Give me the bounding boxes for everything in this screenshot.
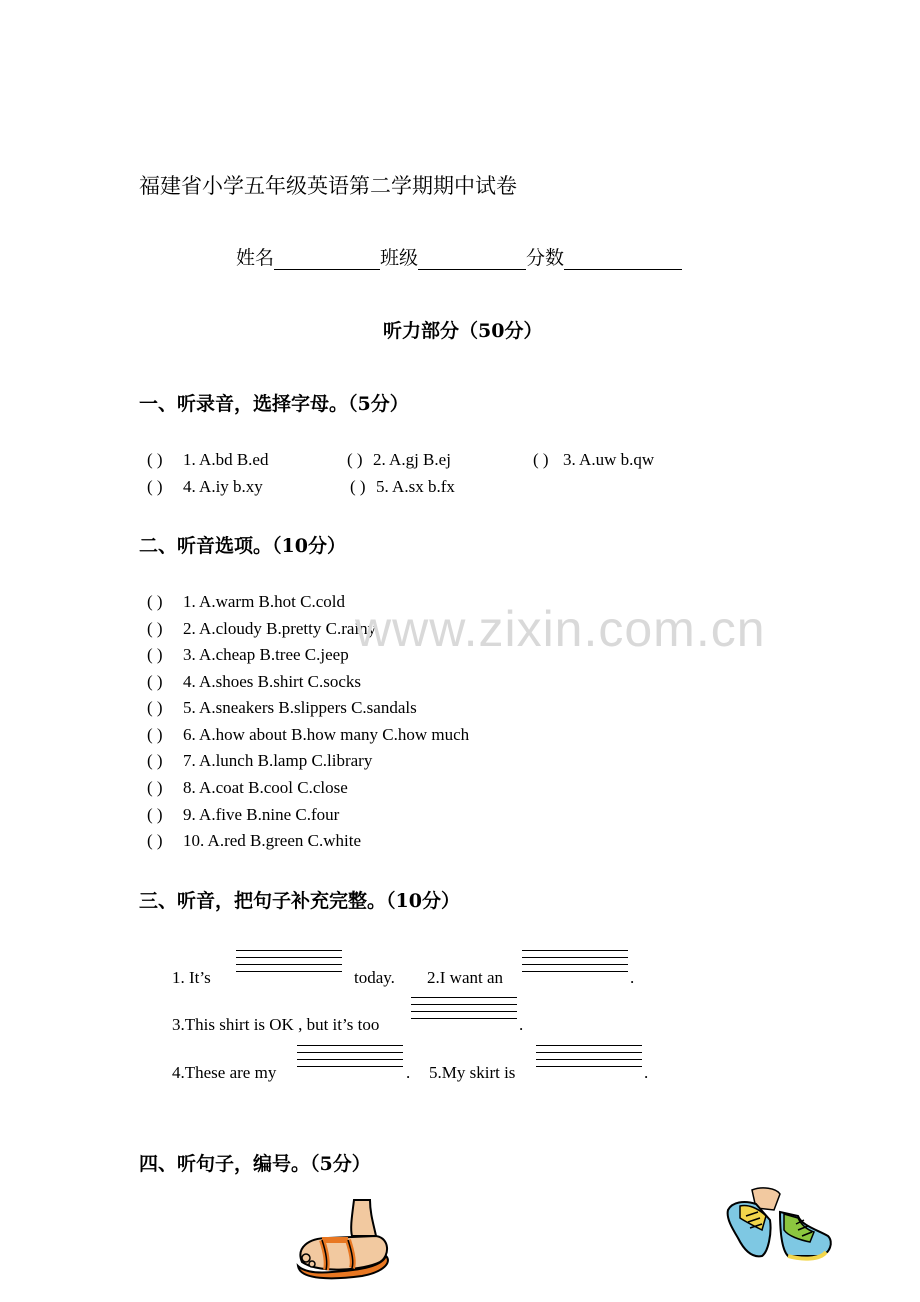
answer-paren[interactable]: ( ): [147, 450, 163, 469]
part1-item: ( ) 5. A.sx b.fx: [350, 477, 455, 496]
answer-paren[interactable]: ( ): [147, 831, 163, 850]
watermark: www.zixin.com.cn: [355, 601, 766, 657]
answer-paren[interactable]: ( ): [350, 477, 366, 496]
answer-paren[interactable]: ( ): [147, 477, 163, 496]
score-label: 分数: [526, 247, 565, 269]
part2-item: ( ) 9. A.five B.nine C.four: [147, 805, 340, 824]
sentence-3-end: .: [519, 1015, 524, 1034]
part2-item: ( ) 6. A.how about B.how many C.how much: [147, 725, 470, 744]
answer-paren[interactable]: ( ): [147, 725, 163, 744]
sentence-4-end: .: [406, 1063, 411, 1082]
answer-paren[interactable]: ( ): [533, 450, 549, 469]
name-label: 姓名: [236, 247, 275, 269]
student-info-line: [236, 243, 682, 270]
answer-paren[interactable]: ( ): [147, 592, 163, 611]
sentence-1-end: today.: [354, 968, 395, 987]
answer-paren[interactable]: ( ): [147, 645, 163, 664]
part2-item: ( ) 7. A.lunch B.lamp C.library: [147, 751, 373, 770]
sentence-2-start: 2.I want an: [427, 968, 504, 987]
class-label: 班级: [380, 247, 419, 269]
listening-section-header: 听力部分（50分）: [383, 320, 543, 342]
part2-item: ( ) 5. A.sneakers B.slippers C.sandals: [147, 698, 417, 717]
sentence-2-blank[interactable]: [522, 950, 628, 982]
part4-heading: 四、听句子，编号。（5分）: [139, 1153, 371, 1175]
sentence-3-blank[interactable]: [411, 997, 517, 1029]
sentence-5-end: .: [644, 1063, 649, 1082]
answer-paren[interactable]: ( ): [147, 672, 163, 691]
class-blank[interactable]: [418, 249, 526, 270]
sentence-3-start: 3.This shirt is OK , but it’s too: [172, 1015, 380, 1034]
part2-item: ( ) 10. A.red B.green C.white: [147, 831, 361, 850]
part2-item: ( ) 3. A.cheap B.tree C.jeep: [147, 645, 349, 664]
part2-item: ( ) 8. A.coat B.cool C.close: [147, 778, 348, 797]
sneakers-picture: [722, 1186, 834, 1262]
part3-heading: 三、听音，把句子补充完整。（10分）: [139, 890, 460, 912]
page-title: 福建省小学五年级英语第二学期期中试卷: [139, 174, 517, 198]
part2-item: ( ) 2. A.cloudy B.pretty C.rainy: [147, 619, 377, 638]
answer-paren[interactable]: ( ): [347, 450, 363, 469]
sentence-4-blank[interactable]: [297, 1045, 403, 1077]
part2-item: ( ) 4. A.shoes B.shirt C.socks: [147, 672, 362, 691]
sandal-picture: [292, 1196, 392, 1282]
sentence-2-end: .: [630, 968, 635, 987]
sentence-5-start: 5.My skirt is: [429, 1063, 516, 1082]
sentence-1-blank[interactable]: [236, 950, 342, 982]
part1-heading: 一、听录音，选择字母。（5分）: [139, 393, 409, 415]
sentence-5-blank[interactable]: [536, 1045, 642, 1077]
score-blank[interactable]: [564, 249, 682, 270]
part1-item: ( ) 1. A.bd B.ed: [147, 450, 269, 469]
part1-item: ( ) 3. A.uw b.qw: [533, 450, 655, 469]
part1-item: ( ) 2. A.gj B.ej: [347, 450, 451, 469]
answer-paren[interactable]: ( ): [147, 751, 163, 770]
part2-heading: 二、听音选项。（10分）: [139, 535, 346, 557]
name-blank[interactable]: [274, 249, 380, 270]
answer-paren[interactable]: ( ): [147, 619, 163, 638]
answer-paren[interactable]: ( ): [147, 805, 163, 824]
answer-paren[interactable]: ( ): [147, 698, 163, 717]
sentence-4-start: 4.These are my: [172, 1063, 277, 1082]
answer-paren[interactable]: ( ): [147, 778, 163, 797]
part1-item: ( ) 4. A.iy b.xy: [147, 477, 263, 496]
part2-item: ( ) 1. A.warm B.hot C.cold: [147, 592, 345, 611]
sentence-1-start: 1. It’s: [172, 968, 211, 987]
